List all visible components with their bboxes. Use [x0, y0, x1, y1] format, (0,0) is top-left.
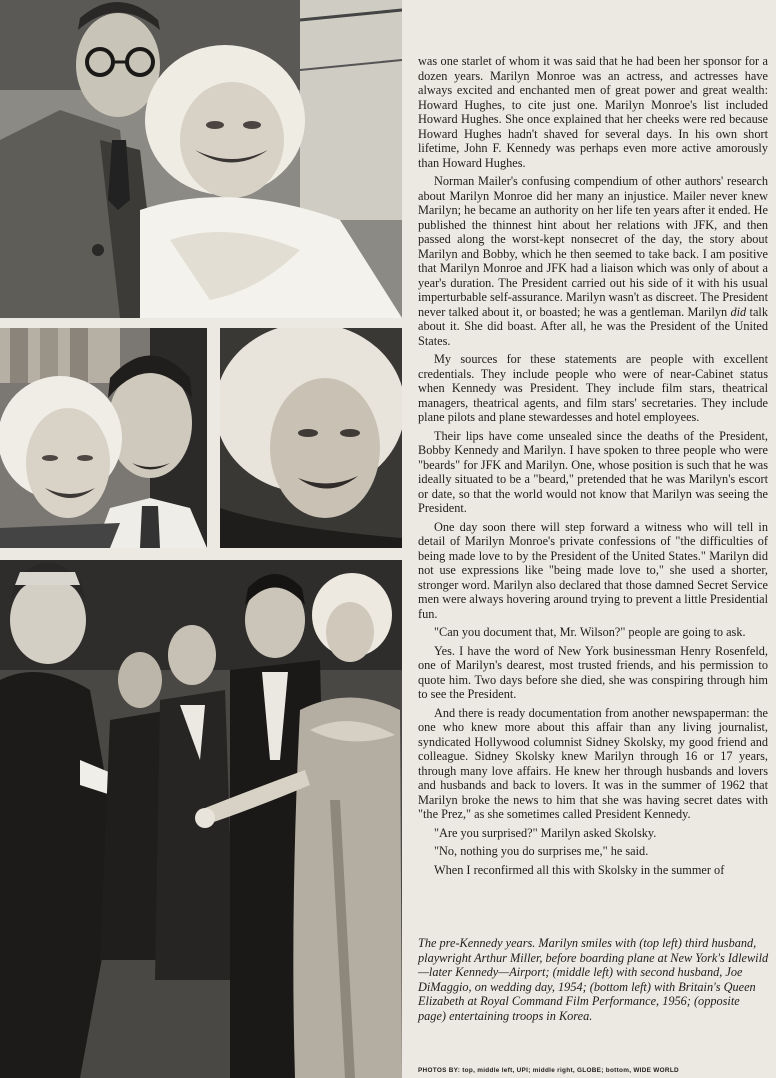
article-column [418, 54, 768, 881]
article-paragraph: And there is ready documentation from another newspaperman: the one who knew more about this affair than any living journalist, syndicated Hollywood columnist Sidney Skolsky, my good friend and colleague. Sidney Skolsky knew Marilyn through 16 or 17 years, through many love affairs. He knew her through husbands and lovers and husbands and back to lovers. It was in the summer of 1962 that Marilyn broke the news to him that she was having secret dates with "the Prez," as she sometimes called President Kennedy. [418, 705, 768, 821]
article-paragraph: Yes. I have the word of New York businessman Henry Rosenfeld, one of Marilyn's dearest, most trusted friends, and his permission to quote him. Two days before she died, she was conspiring through him to see the President. [418, 643, 768, 701]
article-paragraph: was one starlet of whom it was said that he had been her sponsor for a dozen years. Marilyn Monroe was an actress, and actresses have always excited and enchanted men of great power and great wealth: Howard Hughes, to cite just one. Marilyn Monroe's list included Howard Hughes. She once explained that her cheeks were red because Howard Hughes hadn't shaved for several days. In his own short lifetime, John F. Kennedy was perhaps even more active amorously than Howard Hughes. [418, 54, 768, 170]
article-paragraph: My sources for these statements are people with excellent credentials. They include people who were of near-Cabinet status when Kennedy was President. They include film stars, theatrical managers, theatrical agents, and film stars' secretaries. They include plane pilots and plane stewardesses and hotel employees. [418, 352, 768, 424]
article-paragraph: When I reconfirmed all this with Skolsky in the summer of [434, 862, 725, 877]
article-paragraph: "No, nothing you do surprises me," he said. [434, 844, 649, 858]
article-paragraph: Their lips have come unsealed since the deaths of the President, Bobby Kennedy and Marilyn. I have spoken to three people who were "beards" for JFK and Marilyn. One, whose position is such that he was ideally situated to be a "beard," pretended that he was Marilyn's escort or date, so that the world would not know that Marilyn was seeing the President. [418, 428, 768, 515]
photo-credits: PHOTOS BY: top, middle left, UPI; middle right, GLOBE; bottom, WIDE WORLD [418, 1067, 679, 1074]
photo-caption: The pre-Kennedy years. Marilyn smiles with (top left) third husband, playwright Arthur Miller, before boarding plane at New York's Idlewild—later Kennedy—Airport; (middle left) with second husband, Joe DiMaggio, on wedding day, 1954; (bottom left) with Britain's Queen Elizabeth at Royal Command Film Performance, 1956; (opposite page) entertaining troops in Korea. [418, 936, 769, 1023]
photo-miller-monroe [0, 0, 402, 318]
article-paragraph: Norman Mailer's confusing compendium of other authors' research about Marilyn Monroe did her many an injustice. Mailer never knew Marilyn; he became an authority on her life ten years after it ended. He published the thinnest hint about her relations with JFK, and then passed along the worst-kept nonsecret of the day, the story about Marilyn and Bobby, which he then seemed to take back. I am positive that Marilyn Monroe and JFK had a liaison which was only of about a year's duration. The President carried out his side of it with his usual imperturbable self-assurance. Marilyn wasn't as discreet. The President never talked about it, or boasted; he was a gentleman. Marilyn did talk about it. She did boast. After all, he was the President of the United States. [418, 174, 768, 348]
photo-queen-elizabeth-monroe [0, 560, 402, 1078]
article-paragraph: "Are you surprised?" Marilyn asked Skolsky. [434, 825, 657, 840]
article-paragraph: "Can you document that, Mr. Wilson?" people are going to ask. [434, 625, 746, 639]
photo-dimaggio-monroe [0, 328, 207, 548]
article-paragraph: One day soon there will step forward a witness who will tell in detail of Marilyn Monroe's private confessions of "the difficulties of being made love to by the President of the United States." Marilyn did not use expressions like "being made love to," she used a shorter, stronger word. Marilyn also declared that those damned Secret Service men were always hovering around trying to prevent a little Presidential fun. [418, 519, 768, 621]
photo-monroe-closeup [220, 328, 402, 548]
